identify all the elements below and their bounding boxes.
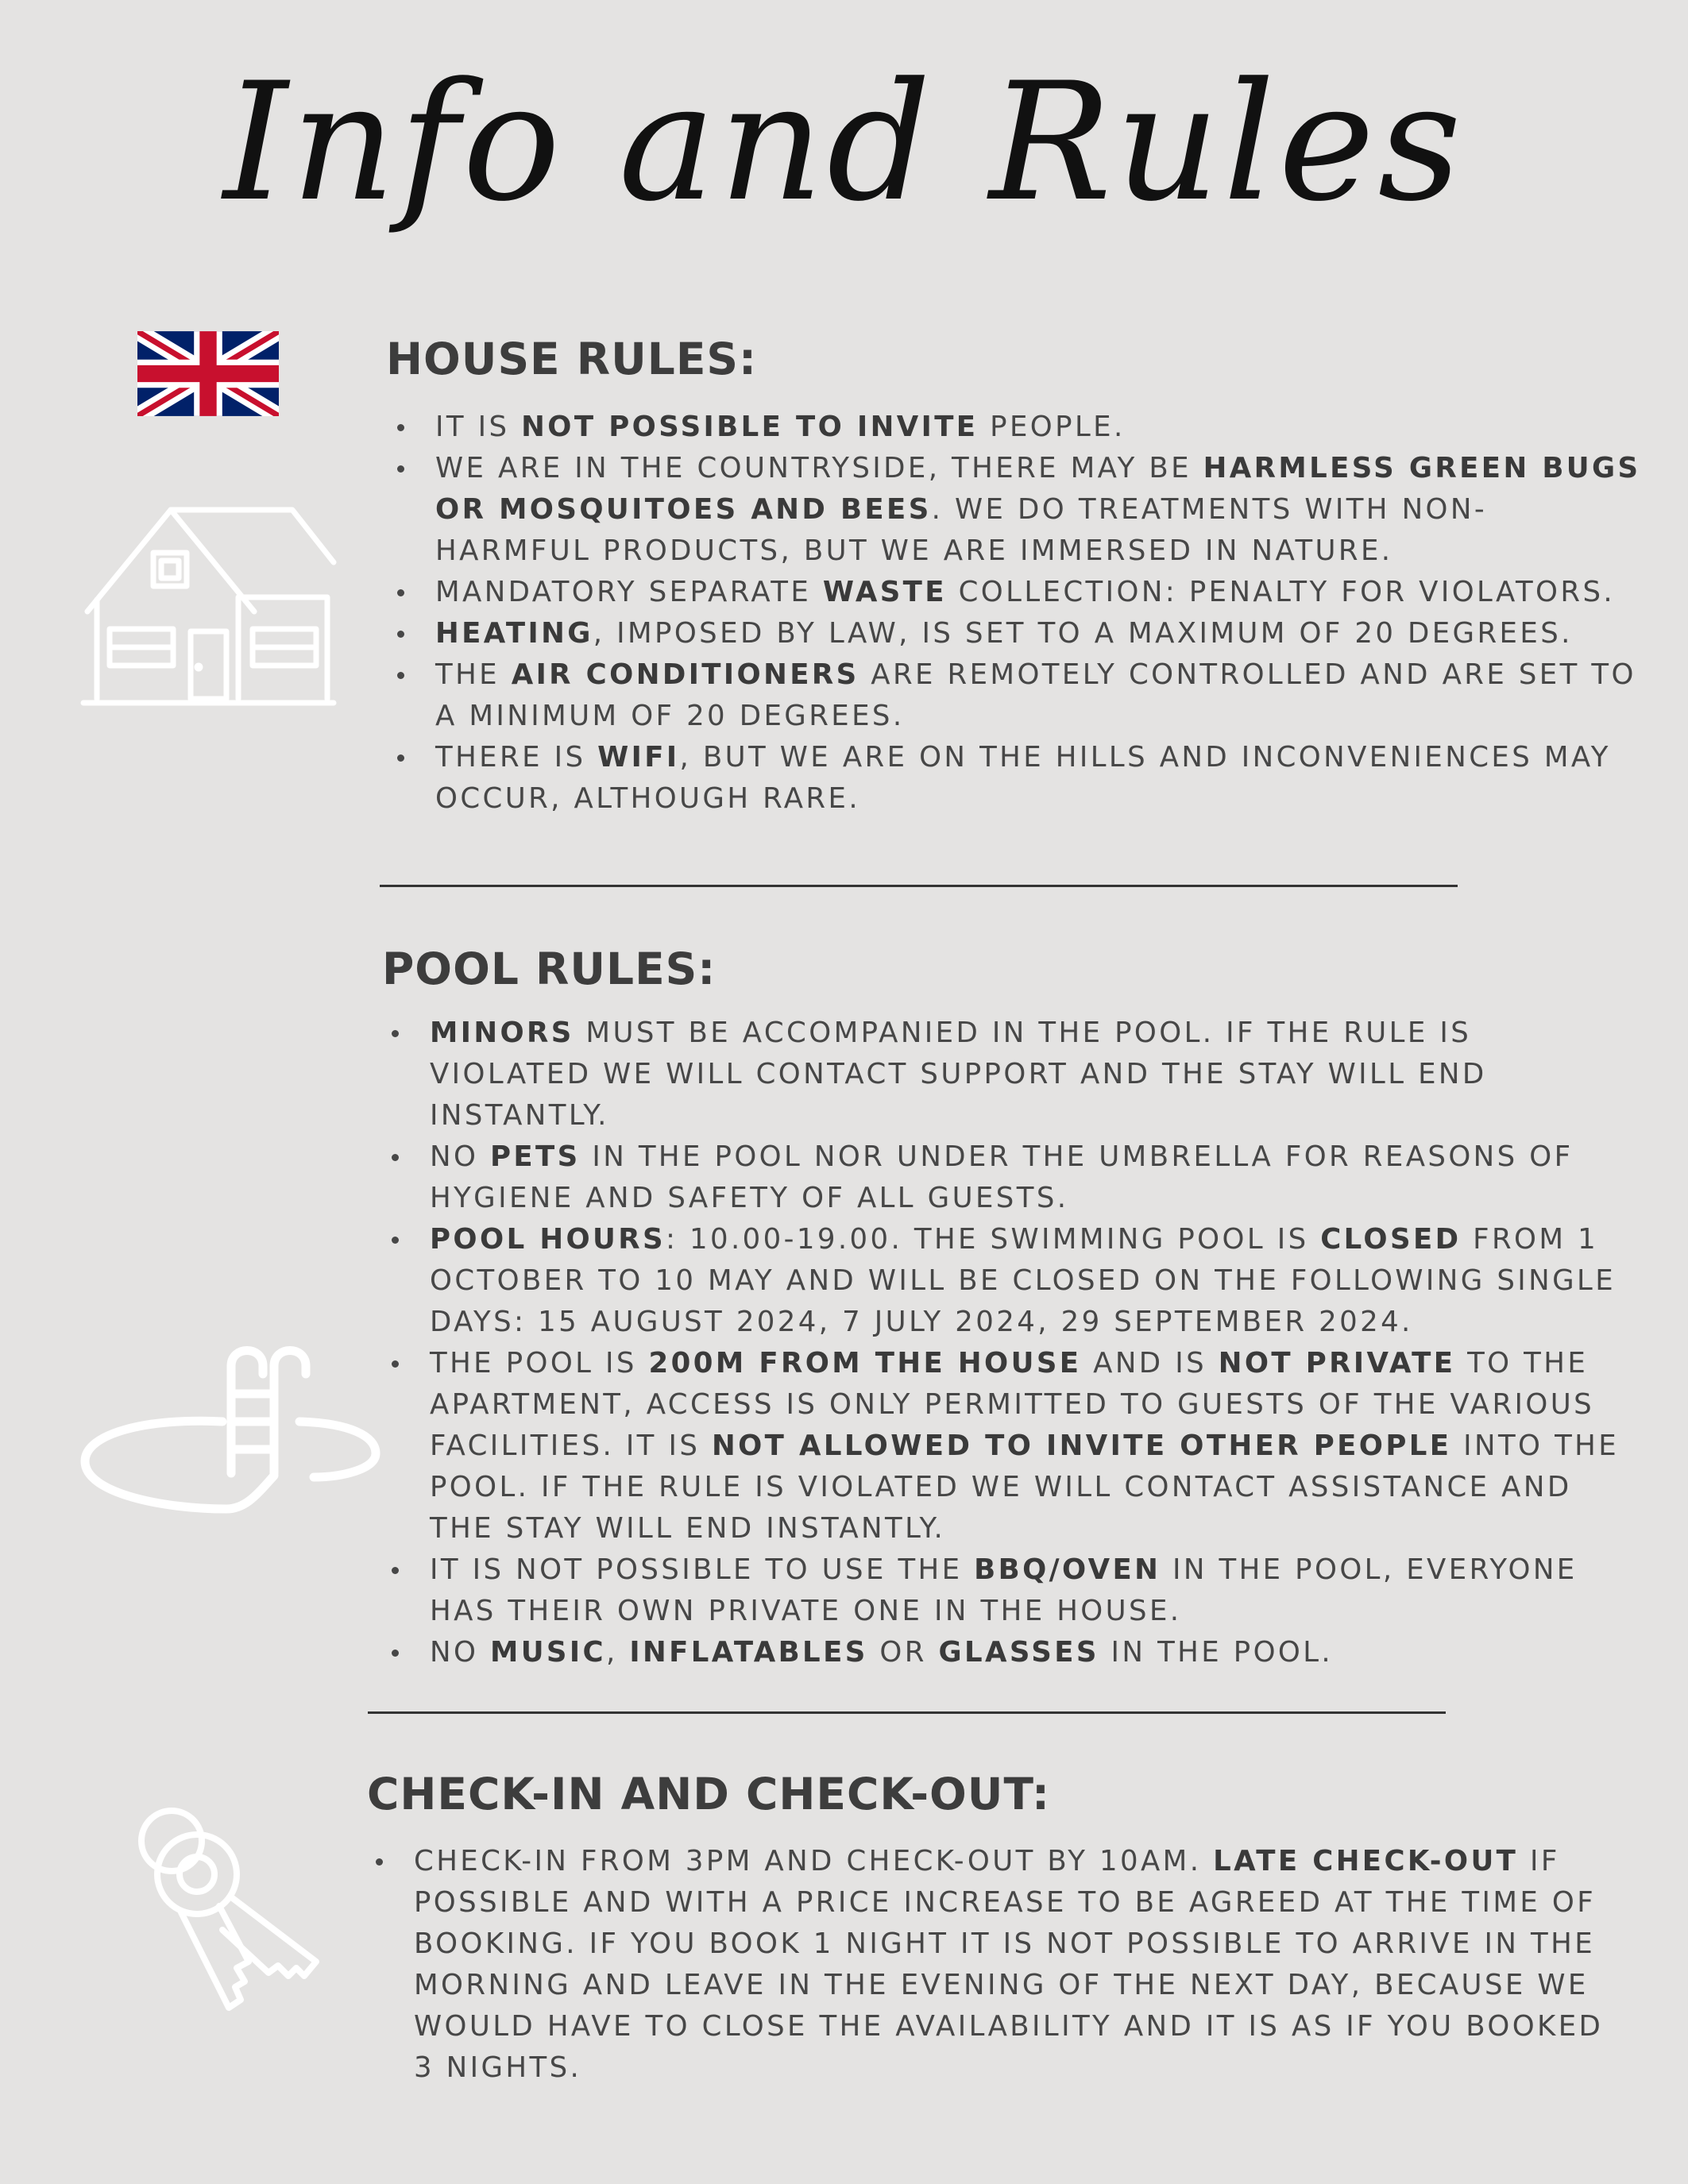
rule-emphasis: INFLATABLES <box>629 1636 868 1669</box>
rule-text: PEOPLE. <box>978 411 1126 443</box>
rule-text: IN THE POOL, EVERYONE HAS THEIR OWN PRIVATE ONE IN THE HOUSE. <box>430 1553 1578 1627</box>
rule-item <box>386 654 1641 737</box>
rule-item <box>386 448 1641 572</box>
keys-icon <box>133 1803 336 2017</box>
checkin-heading: CHECK-IN AND CHECK-OUT: <box>367 1769 1050 1819</box>
divider <box>368 1711 1446 1714</box>
rule-item <box>386 613 1641 654</box>
rule-emphasis: NOT ALLOWED TO INVITE OTHER PEOPLE <box>711 1430 1452 1462</box>
rule-text: IN THE POOL NOR UNDER THE UMBRELLA FOR REASONS OF HYGIENE AND SAFETY OF ALL GUESTS. <box>430 1140 1574 1214</box>
rule-text: CHECK-IN FROM 3PM AND CHECK-OUT BY 10AM. <box>414 1845 1214 1877</box>
rule-item <box>380 1136 1644 1219</box>
house-rules-list <box>386 407 1641 820</box>
rule-text: COLLECTION: PENALTY FOR VIOLATORS. <box>946 576 1616 608</box>
rule-item <box>365 1841 1632 2089</box>
rule-emphasis: AIR CONDITIONERS <box>511 658 859 691</box>
rule-text: WE ARE IN THE COUNTRYSIDE, THERE MAY BE <box>435 452 1203 484</box>
rule-text: THERE IS <box>435 741 598 774</box>
rule-text: MANDATORY SEPARATE <box>435 576 823 608</box>
pool-icon <box>75 1342 381 1517</box>
rule-text: MUST BE ACCOMPANIED IN THE POOL. IF THE RULE IS VIOLATED WE WILL CONTACT SUPPORT AND THE STAY WILL END INSTANTLY. <box>430 1017 1487 1132</box>
rule-item <box>386 572 1641 613</box>
rule-emphasis: PETS <box>489 1140 581 1173</box>
house-rules-heading: HOUSE RULES: <box>386 334 758 384</box>
rule-emphasis: WIFI <box>597 741 680 774</box>
rule-text: INTO THE POOL. IF THE RULE IS VIOLATED WE WILL CONTACT ASSISTANCE AND THE STAY WILL END INSTANTLY. <box>430 1430 1620 1545</box>
rule-item <box>386 407 1641 448</box>
rule-emphasis: MUSIC <box>489 1636 606 1669</box>
rule-emphasis: 200M FROM THE HOUSE <box>648 1347 1082 1379</box>
rule-text: OR <box>867 1636 939 1669</box>
rule-emphasis: WASTE <box>822 576 947 608</box>
rule-item <box>386 737 1641 820</box>
rule-text: , <box>605 1636 630 1669</box>
rule-text: NO <box>430 1636 490 1669</box>
pool-rules-heading: POOL RULES: <box>382 943 717 994</box>
rule-emphasis: LATE CHECK-OUT <box>1213 1845 1519 1877</box>
house-icon <box>79 500 338 711</box>
rule-text: IT IS NOT POSSIBLE TO USE THE <box>430 1553 975 1586</box>
rule-text: , IMPOSED BY LAW, IS SET TO A MAXIMUM OF 20 DEGREES. <box>593 617 1573 650</box>
rule-item <box>380 1219 1644 1343</box>
rule-text: TO THE APARTMENT, ACCESS IS ONLY PERMITTED TO GUESTS OF THE VARIOUS FACILITIES. IT IS <box>430 1347 1595 1462</box>
divider <box>380 885 1458 887</box>
rule-emphasis: POOL HOURS <box>430 1223 666 1256</box>
page-title: Info and Rules <box>223 48 1465 237</box>
rule-text: , BUT WE ARE ON THE HILLS AND INCONVENIENCES MAY OCCUR, ALTHOUGH RARE. <box>435 741 1611 815</box>
rule-item <box>380 1549 1644 1632</box>
rule-text: IT IS <box>435 411 522 443</box>
rule-text: THE <box>435 658 512 691</box>
rule-text: AND IS <box>1081 1347 1219 1379</box>
rule-emphasis: GLASSES <box>938 1636 1099 1669</box>
rule-emphasis: HEATING <box>435 617 593 650</box>
rule-emphasis: NOT PRIVATE <box>1218 1347 1456 1379</box>
rule-text: : 10.00-19.00. THE SWIMMING POOL IS <box>665 1223 1321 1256</box>
rule-item <box>380 1343 1644 1549</box>
rule-text: ARE REMOTELY CONTROLLED AND ARE SET TO A MINIMUM OF 20 DEGREES. <box>435 658 1636 732</box>
rule-text: FROM 1 OCTOBER TO 10 MAY AND WILL BE CLOSED ON THE FOLLOWING SINGLE DAYS: 15 AUGUST 2024, 7 JULY 2024, 29 SEPTEMBER 2024. <box>430 1223 1617 1338</box>
rule-emphasis: HARMLESS GREEN BUGS OR MOSQUITOES AND BEES <box>435 452 1641 526</box>
rule-emphasis: NOT POSSIBLE TO INVITE <box>521 411 979 443</box>
rule-text: THE POOL IS <box>430 1347 649 1379</box>
rule-text: . WE DO TREATMENTS WITH NON-HARMFUL PRODUCTS, BUT WE ARE IMMERSED IN NATURE. <box>435 493 1488 567</box>
rule-item <box>380 1013 1644 1136</box>
rule-emphasis: MINORS <box>430 1017 574 1049</box>
checkin-list <box>365 1841 1632 2089</box>
rule-text: IF POSSIBLE AND WITH A PRICE INCREASE TO BE AGREED AT THE TIME OF BOOKING. IF YOU BOOK 1 NIGHT IT IS NOT POSSIBLE TO ARRIVE IN THE MORNING AND LEAVE IN THE EVENING OF THE NEXT DAY, BECAUSE WE WOULD HAVE TO CLOSE THE AVAILABILITY AND IT IS AS IF YOU BOOKED 3 NIGHTS. <box>414 1845 1604 2084</box>
pool-rules-list <box>380 1013 1644 1673</box>
rule-emphasis: CLOSED <box>1320 1223 1462 1256</box>
rule-emphasis: BBQ/OVEN <box>974 1553 1161 1586</box>
rule-item <box>380 1632 1644 1673</box>
uk-flag-icon <box>137 331 279 416</box>
rule-text: NO <box>430 1140 490 1173</box>
rule-text: IN THE POOL. <box>1099 1636 1334 1669</box>
